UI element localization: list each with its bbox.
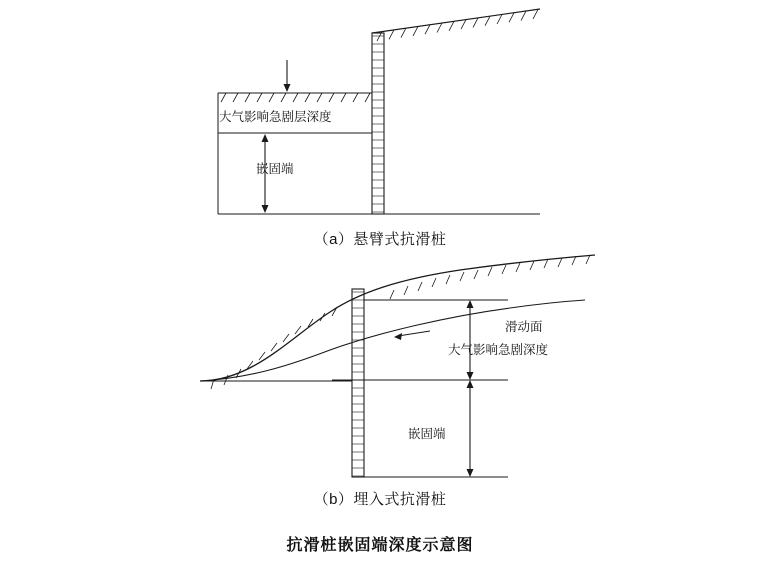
panel-b-slide-pointer-head <box>394 333 402 340</box>
panel-b-slide-surface-label: 滑动面 <box>505 320 543 334</box>
panel-a-embed-label: 嵌固端 <box>256 162 294 176</box>
panel-a-ground-hatch <box>221 93 370 102</box>
panel-b-slide-pointer-shaft <box>398 331 430 336</box>
panel-a-embed-arrow-down <box>262 205 269 213</box>
panel-a-top-arrow-head <box>284 84 291 92</box>
panel-a-atmos-label: 大气影响急剧层深度 <box>219 110 332 124</box>
figure-title: 抗滑桩嵌固端深度示意图 <box>286 537 474 554</box>
panel-a-slope-hatch <box>377 9 538 41</box>
panel-b-atmos-arrow-up <box>467 300 474 308</box>
panel-a-caption: （a）悬臂式抗滑桩 <box>313 231 447 248</box>
panel-a-pile <box>372 33 384 214</box>
panel-b-embed-arrow-up <box>467 380 474 388</box>
panel-b-atmos-arrow-down <box>467 372 474 380</box>
panel-b-atmos-label: 大气影响急剧深度 <box>448 343 549 357</box>
panel-b-embed-arrow-down <box>467 469 474 477</box>
panel-b-embed-label: 嵌固端 <box>408 427 446 441</box>
panel-a-embed-arrow-up <box>262 134 269 142</box>
panel-b <box>200 255 595 477</box>
panel-b-pile <box>352 289 364 477</box>
panel-a-slope-surface <box>372 9 540 33</box>
panel-b-caption: （b）埋入式抗滑桩 <box>313 491 447 508</box>
